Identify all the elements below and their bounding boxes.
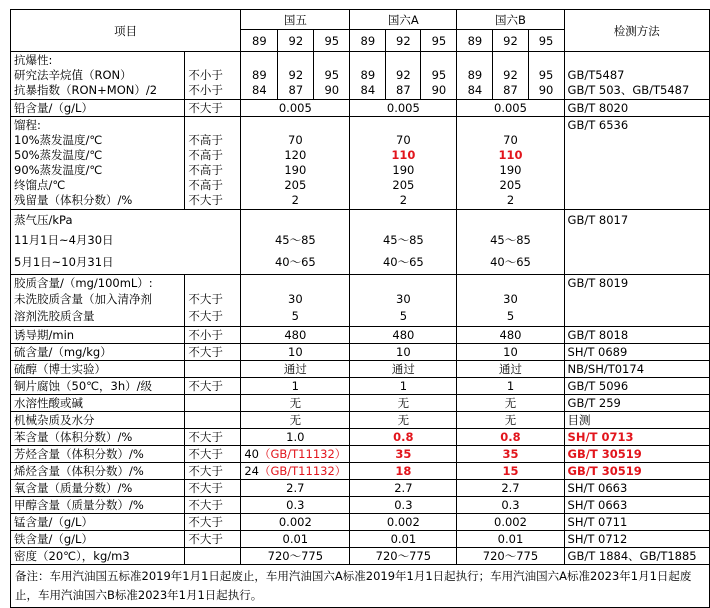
row-guo6a: 10 — [350, 344, 457, 361]
vapor-guo6a: 40～65 — [382, 255, 424, 269]
gum-title: 胶质含量/（mg/100mL）: — [14, 276, 153, 290]
row-guo6b: 10 — [457, 344, 564, 361]
vapor-label: 11月1日~4月30日 — [14, 233, 114, 247]
row-guo5: 0.3 — [241, 497, 350, 514]
dist-cond: 不大于 — [188, 193, 223, 207]
table-row — [11, 361, 710, 378]
grade-92: 92 — [386, 30, 421, 52]
lead-cond: 不大于 — [185, 100, 241, 117]
gum-method: GB/T 8019 — [567, 276, 629, 290]
row-label: 机械杂质及水分 — [11, 412, 185, 429]
dist-cond: 不高于 — [188, 133, 223, 147]
row-guo6a: 2.7 — [350, 480, 457, 497]
row-guo6a: 0.8 — [350, 429, 457, 446]
aki-value: 90 — [324, 83, 340, 97]
row-guo6a: 480 — [350, 327, 457, 344]
dist-guo5: 190 — [284, 163, 307, 177]
row-label: 水溶性酸或碱 — [11, 395, 185, 412]
aki-cond: 不小于 — [188, 83, 223, 97]
lead-guo5: 0.005 — [241, 100, 350, 117]
row-guo5 — [241, 463, 350, 480]
table-row — [11, 531, 710, 548]
dist-guo6a: 70 — [396, 133, 411, 147]
row-method: NB/SH/T0174 — [564, 361, 709, 378]
dist-label: 10%蒸发温度/℃ — [14, 133, 103, 147]
grade-92: 92 — [493, 30, 528, 52]
row-label: 氧含量（质量分数）/% — [11, 480, 185, 497]
ron-value: 89 — [360, 68, 376, 82]
row-label: 铜片腐蚀（50℃，3h）/级 — [11, 378, 185, 395]
row-method: GB/T 259 — [564, 395, 709, 412]
aki-value: 90 — [431, 83, 447, 97]
dist-cond: 不高于 — [188, 148, 223, 162]
gum-cond: 不大于 — [188, 309, 223, 323]
row-guo5-value: 40 — [244, 447, 259, 461]
ron-value: 95 — [538, 68, 554, 82]
dist-cond: 不高于 — [188, 163, 223, 177]
aki-value: 87 — [288, 83, 304, 97]
row-cond: 不大于 — [185, 480, 241, 497]
distillation-title: 馏程: — [14, 118, 41, 132]
dist-guo5: 120 — [284, 148, 307, 162]
dist-label: 终馏点/℃ — [14, 178, 66, 192]
ron-method: GB/T5487 — [567, 68, 625, 82]
aki-value: 87 — [503, 83, 518, 97]
row-cond: 不大于 — [185, 463, 241, 480]
dist-guo5: 70 — [288, 133, 303, 147]
dist-guo6b: 2 — [506, 193, 515, 207]
table-row — [11, 327, 710, 344]
row-guo6a: 通过 — [350, 361, 457, 378]
row-method: GB/T 5096 — [564, 378, 709, 395]
row-method: SH/T 0711 — [564, 514, 709, 531]
vapor-guo6b: 45～85 — [490, 233, 531, 247]
row-cond: 不大于 — [185, 514, 241, 531]
vapor-guo5: 45～85 — [274, 233, 316, 247]
row-label: 诱导期/min — [11, 327, 185, 344]
table-row — [11, 344, 710, 361]
grade-89: 89 — [457, 30, 493, 52]
row-guo5: 1 — [241, 378, 350, 395]
row-guo5: 480 — [241, 327, 350, 344]
vapor-guo6a: 45～85 — [382, 233, 424, 247]
row-guo6a: 720～775 — [350, 548, 457, 565]
row-cond: 不大于 — [185, 344, 241, 361]
grade-89: 89 — [241, 30, 278, 52]
row-guo6b: 通过 — [457, 361, 564, 378]
row-cond: 不大于 — [185, 531, 241, 548]
distillation-method: GB/T 6536 — [567, 118, 629, 132]
row-cond — [185, 548, 241, 565]
row-method: SH/T 0713 — [564, 429, 709, 446]
row-guo6b: 1 — [457, 378, 564, 395]
row-guo5: 720～775 — [241, 548, 350, 565]
row-method: GB/T 30519 — [564, 463, 709, 480]
grade-92: 92 — [278, 30, 314, 52]
grade-95: 95 — [528, 30, 564, 52]
gum-guo6a: 5 — [399, 309, 408, 323]
row-guo5: 1.0 — [241, 429, 350, 446]
row-guo6b: 2.7 — [457, 480, 564, 497]
header-guo5: 国五 — [241, 10, 350, 30]
row-guo5: 2.7 — [241, 480, 350, 497]
row-guo6b: 35 — [457, 446, 564, 463]
row-guo6a: 35 — [350, 446, 457, 463]
vapor-guo6b: 40～65 — [490, 255, 531, 269]
row-label: 烯烃含量（体积分数）/% — [11, 463, 185, 480]
gum-guo5: 5 — [291, 309, 299, 323]
ron-value: 89 — [467, 68, 483, 82]
row-label: 硫醇（博士实验） — [11, 361, 185, 378]
row-guo5 — [241, 446, 350, 463]
dist-guo6a: 205 — [392, 178, 415, 192]
footnote: 备注：车用汽油国五标准2019年1月1日起废止，车用汽油国六A标准2019年1月1日起执行；车用汽油国六A标准2023年1月1日起废止，车用汽油国六B标准2023年1月1日起执行。 — [11, 565, 710, 608]
row-guo6b: 720～775 — [457, 548, 564, 565]
dist-label: 残留量（体积分数）/% — [14, 193, 133, 207]
gasoline-standards-table — [10, 9, 710, 608]
aki-value: 84 — [360, 83, 376, 97]
table-row — [11, 514, 710, 531]
row-label: 甲醇含量（质量分数）/% — [11, 497, 185, 514]
row-guo5: 0.002 — [241, 514, 350, 531]
row-guo6a: 0.01 — [350, 531, 457, 548]
dist-guo6b-highlight: 110 — [498, 148, 523, 162]
dist-guo5: 205 — [284, 178, 307, 192]
row-method: GB/T 30519 — [564, 446, 709, 463]
row-method: GB/T 1884、GB/T1885 — [564, 548, 709, 565]
table-row — [11, 429, 710, 446]
antiknock-labels — [11, 52, 185, 100]
row-method: GB/T 8018 — [564, 327, 709, 344]
gum-guo6b: 5 — [506, 309, 515, 323]
row-guo5-method-note: （GB/T11132） — [258, 447, 347, 461]
dist-cond: 不高于 — [188, 178, 223, 192]
vapor-label: 5月1日~10月31日 — [14, 255, 114, 269]
header-guo6b: 国六B — [457, 10, 564, 30]
row-guo6a: 无 — [350, 395, 457, 412]
ron-label: 研究法辛烷值（RON） — [14, 68, 132, 82]
row-guo5: 无 — [241, 412, 350, 429]
dist-label: 90%蒸发温度/℃ — [14, 163, 103, 177]
antiknock-conds — [185, 52, 241, 100]
grade-95: 95 — [314, 30, 350, 52]
gum-label: 未洗胶质含量（加入清净剂 — [14, 292, 152, 306]
vapor-method: GB/T 8017 — [567, 213, 629, 227]
header-guo6a: 国六A — [350, 10, 457, 30]
row-method: SH/T 0663 — [564, 497, 709, 514]
row-guo6a: 18 — [350, 463, 457, 480]
row-guo6a: 无 — [350, 412, 457, 429]
gum-label: 溶剂洗胶质含量 — [14, 309, 95, 323]
row-cond — [185, 412, 241, 429]
vapor-guo5: 40～65 — [274, 255, 316, 269]
lead-label: 铅含量/（g/L） — [11, 100, 185, 117]
row-guo6a: 0.3 — [350, 497, 457, 514]
row-guo6b: 15 — [457, 463, 564, 480]
ron-value: 95 — [324, 68, 340, 82]
row-label: 锰含量/（g/L） — [11, 514, 185, 531]
row-cond: 不小于 — [185, 327, 241, 344]
table-row — [11, 395, 710, 412]
header-item: 项目 — [11, 10, 241, 52]
row-method: SH/T 0663 — [564, 480, 709, 497]
ron-value: 89 — [252, 68, 267, 82]
row-cond: 不大于 — [185, 378, 241, 395]
row-label: 铁含量/（g/L） — [11, 531, 185, 548]
dist-guo6b: 190 — [499, 163, 522, 177]
vapor-labels — [11, 210, 241, 275]
row-label: 苯含量（体积分数）/% — [11, 429, 185, 446]
aki-value: 84 — [467, 83, 483, 97]
row-guo6b: 0.8 — [457, 429, 564, 446]
row-label: 芳烃含量（体积分数）/% — [11, 446, 185, 463]
row-method: SH/T 0712 — [564, 531, 709, 548]
row-guo6b: 无 — [457, 412, 564, 429]
vapor-title: 蒸气压/kPa — [14, 213, 73, 227]
lead-method: GB/T 8020 — [564, 100, 709, 117]
table-row — [11, 446, 710, 463]
row-guo5-value: 24 — [244, 464, 259, 478]
row-guo5: 0.01 — [241, 531, 350, 548]
row-guo5: 通过 — [241, 361, 350, 378]
row-cond — [185, 395, 241, 412]
row-label: 硫含量/（mg/kg） — [11, 344, 185, 361]
row-label: 密度（20℃），kg/m3 — [11, 548, 185, 565]
lead-guo6b: 0.005 — [457, 100, 564, 117]
dist-guo6b: 205 — [499, 178, 522, 192]
dist-label: 50%蒸发温度/℃ — [14, 148, 103, 162]
aki-value: 87 — [396, 83, 411, 97]
dist-guo6a: 2 — [399, 193, 408, 207]
row-guo6b: 0.01 — [457, 531, 564, 548]
dist-guo5: 2 — [291, 193, 299, 207]
dist-guo6a: 190 — [392, 163, 415, 177]
row-cond: 不大于 — [185, 497, 241, 514]
dist-guo6b: 70 — [503, 133, 518, 147]
row-guo6b: 480 — [457, 327, 564, 344]
aki-value: 84 — [252, 83, 267, 97]
gum-guo5: 30 — [288, 292, 303, 306]
table-row — [11, 378, 710, 395]
aki-value: 90 — [538, 83, 554, 97]
ron-value: 92 — [396, 68, 411, 82]
ron-value: 92 — [503, 68, 518, 82]
distillation-labels — [11, 117, 185, 210]
aki-label: 抗暴指数（RON+MON）/2 — [14, 83, 158, 97]
ron-value: 92 — [288, 68, 304, 82]
table-row — [11, 463, 710, 480]
ron-value: 95 — [431, 68, 447, 82]
grade-89: 89 — [350, 30, 386, 52]
gum-guo6b: 30 — [503, 292, 518, 306]
table-row — [11, 412, 710, 429]
header-method: 检测方法 — [564, 10, 709, 52]
ron-cond: 不小于 — [188, 68, 223, 82]
row-guo5: 10 — [241, 344, 350, 361]
table-row — [11, 548, 710, 565]
antiknock-title: 抗爆性: — [14, 53, 53, 67]
dist-guo6a-highlight: 110 — [391, 148, 416, 162]
row-method: 目测 — [564, 412, 709, 429]
table-row — [11, 497, 710, 514]
row-cond: 不大于 — [185, 429, 241, 446]
gum-guo6a: 30 — [396, 292, 411, 306]
aki-method: GB/T 503、GB/T5487 — [567, 83, 690, 97]
row-guo5: 无 — [241, 395, 350, 412]
row-guo6a: 0.002 — [350, 514, 457, 531]
row-guo6b: 0.002 — [457, 514, 564, 531]
row-guo6a: 1 — [350, 378, 457, 395]
row-cond: 不大于 — [185, 446, 241, 463]
row-guo5-method-note: （GB/T11132） — [258, 464, 347, 478]
lead-guo6a: 0.005 — [350, 100, 457, 117]
grade-95: 95 — [421, 30, 457, 52]
gum-labels — [11, 275, 185, 327]
gum-cond: 不大于 — [188, 292, 223, 306]
row-guo6b: 0.3 — [457, 497, 564, 514]
row-cond — [185, 361, 241, 378]
row-guo6b: 无 — [457, 395, 564, 412]
row-method: SH/T 0689 — [564, 344, 709, 361]
table-row — [11, 480, 710, 497]
